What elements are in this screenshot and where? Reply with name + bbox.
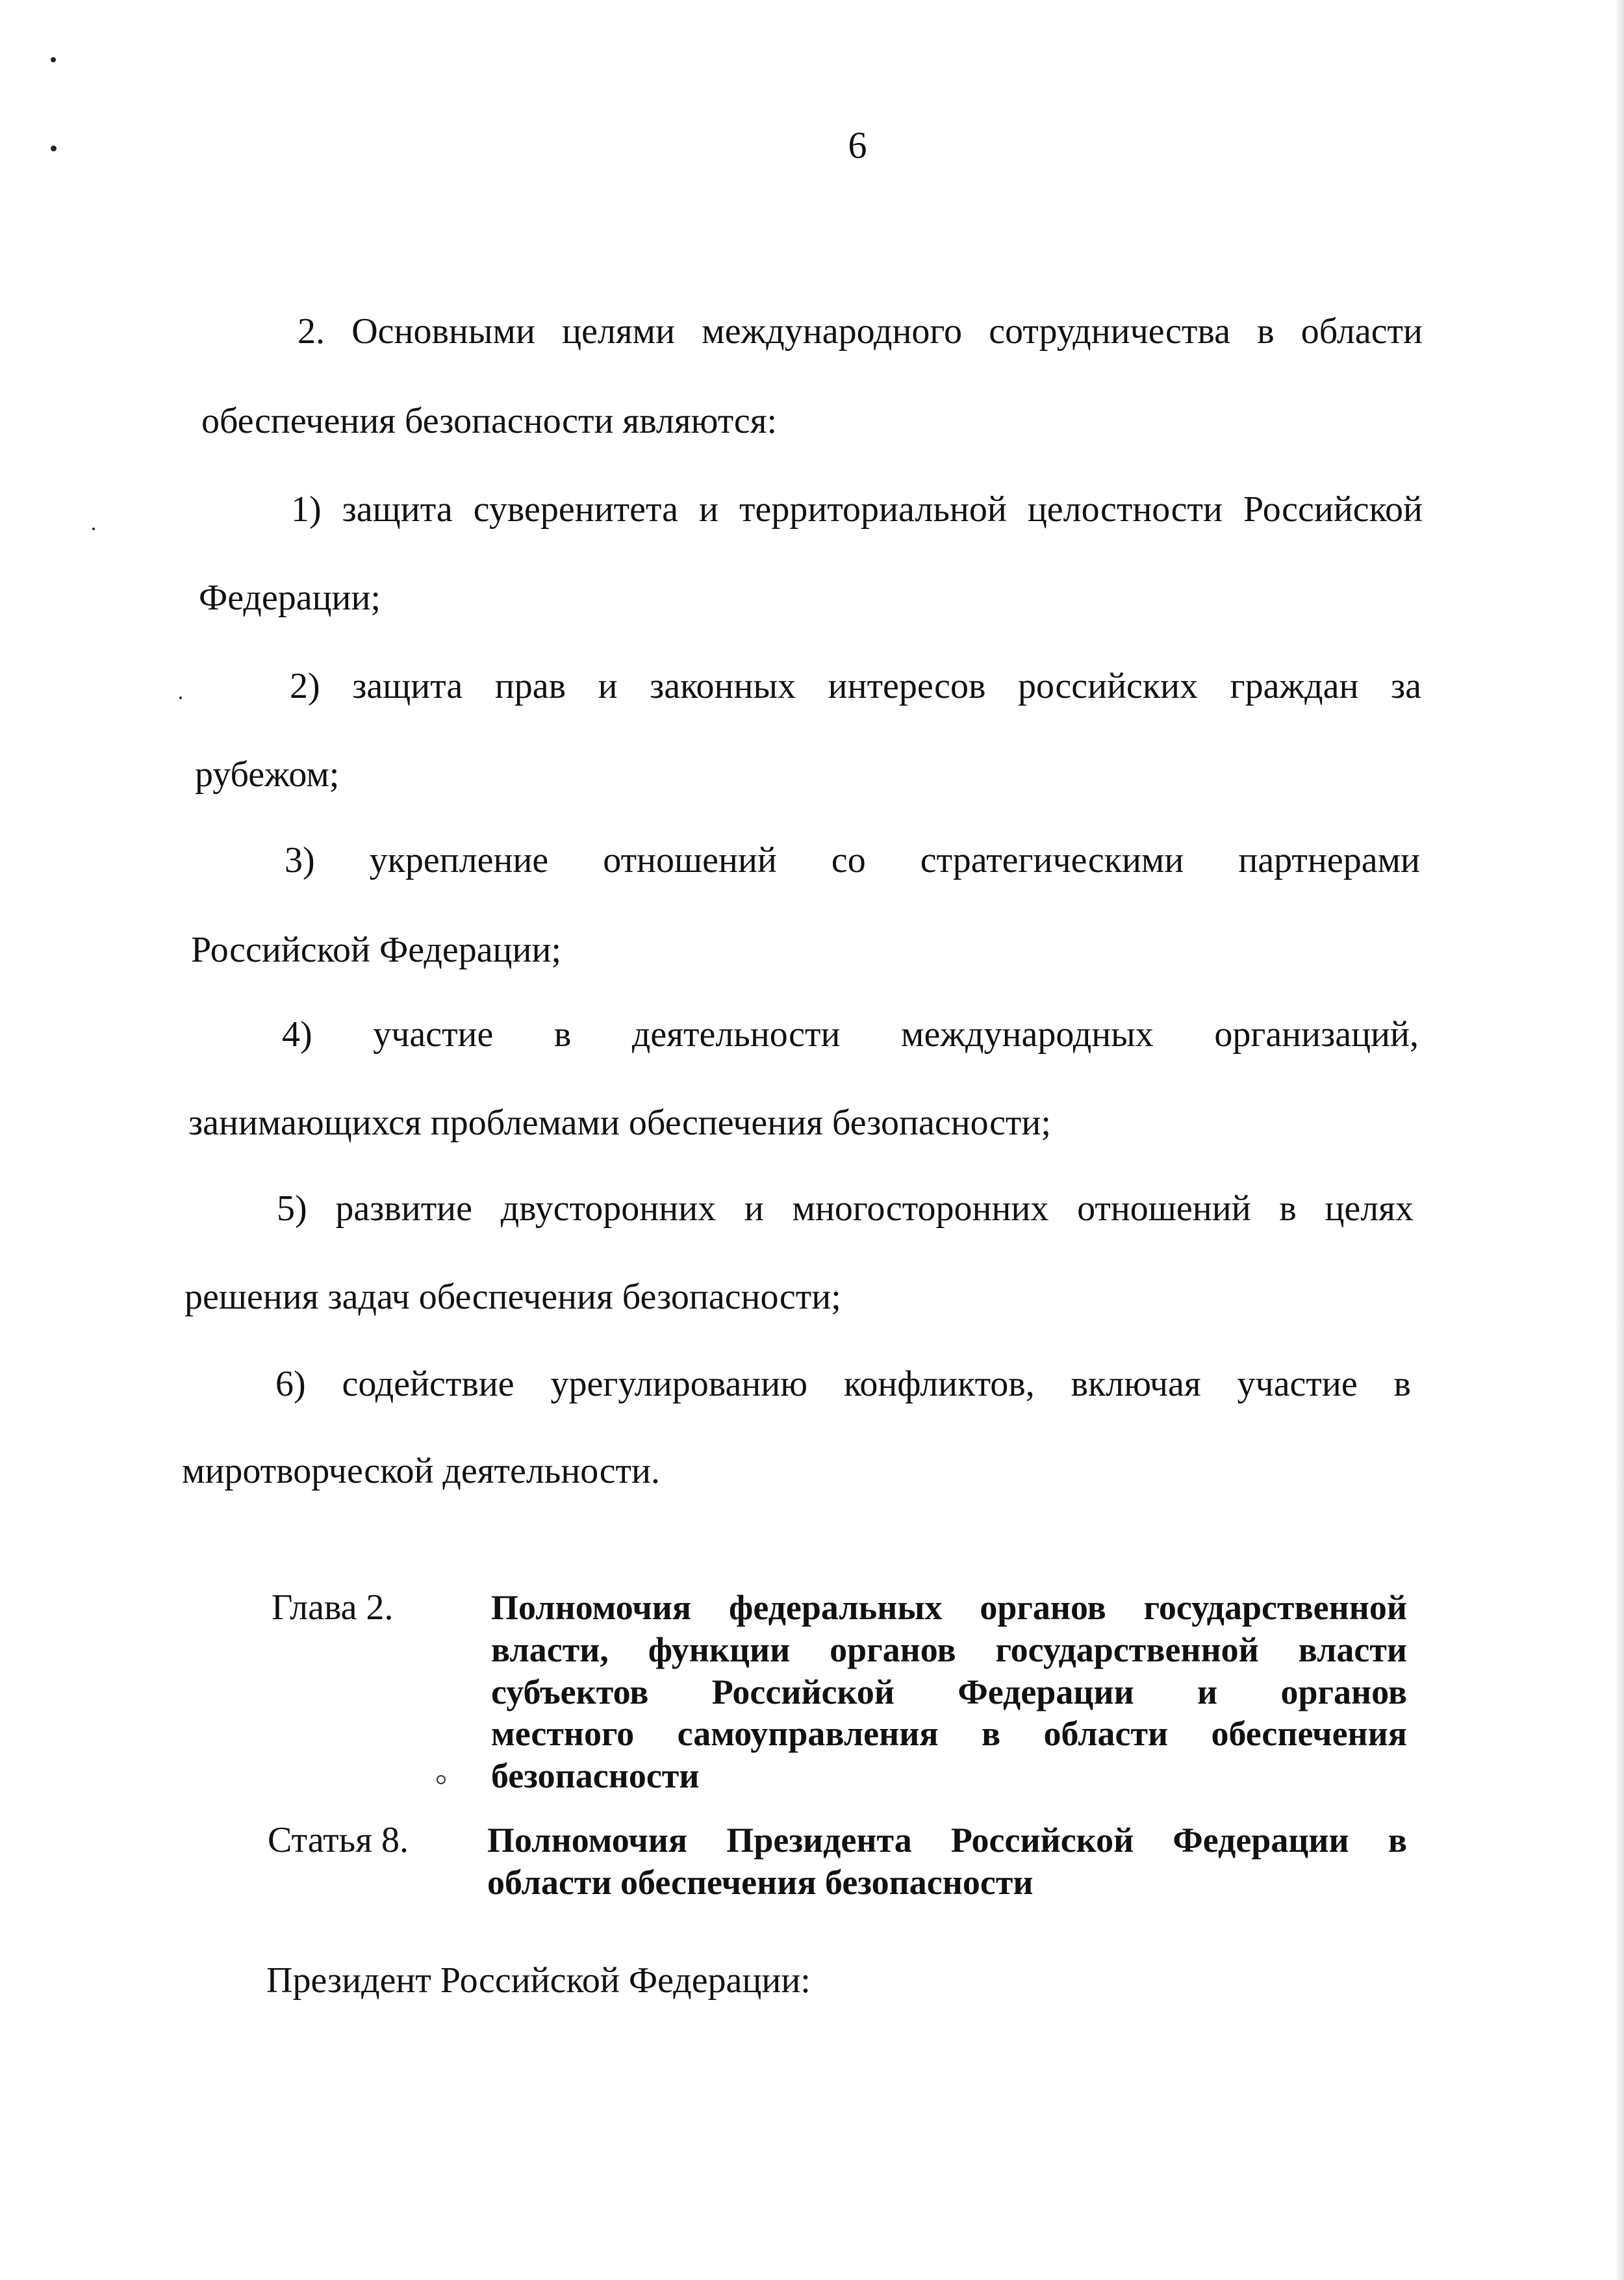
list-item-2-line1: 2) защита прав и законных интересов российских граждан за (290, 666, 1421, 706)
chapter-title-line: власти, функции органов государственной власти (491, 1630, 1407, 1669)
scan-speck (179, 697, 182, 699)
chapter-label: Глава 2. (272, 1587, 394, 1628)
page-number: 6 (848, 124, 867, 166)
list-item-3-line1: 3) укрепление отношений со стратегическими партнерами (285, 840, 1420, 880)
article-label: Статья 8. (268, 1820, 409, 1860)
list-item-4-line1: 4) участие в деятельности международных организаций, (282, 1014, 1419, 1055)
paragraph-intro-line2: обеспечения безопасности являются: (201, 401, 778, 441)
list-item-1-line1: 1) защита суверенитета и территориальной целостности Российской (291, 489, 1423, 530)
chapter-title-line: местного самоуправления в области обеспечения (491, 1714, 1407, 1754)
list-item-2-line2: рубежом; (195, 754, 340, 795)
list-item-6-line2: миротворческой деятельности. (182, 1451, 660, 1491)
chapter-title-line: безопасности (491, 1756, 700, 1796)
list-item-3-line2: Российской Федерации; (191, 930, 562, 970)
scan-speck (51, 57, 56, 62)
paragraph-intro-line1: 2. Основными целями международного сотрудничества в области (298, 311, 1423, 352)
closing-line: Президент Российской Федерации: (266, 1960, 811, 2001)
chapter-title-line: Полномочия федеральных органов государственной (491, 1588, 1407, 1627)
list-item-4-line2: занимающихся проблемами обеспечения безопасности; (188, 1103, 1051, 1143)
article-title-line: Полномочия Президента Российской Федерации в (487, 1821, 1407, 1860)
list-item-5-line2: решения задач обеспечения безопасности; (184, 1277, 841, 1317)
article-title-line: области обеспечения безопасности (487, 1862, 1034, 1902)
list-item-5-line1: 5) развитие двусторонних и многосторонних отношений в целях (277, 1188, 1414, 1229)
chapter-title (491, 1587, 1407, 1797)
chapter-title-line: субъектов Российской Федерации и органов (491, 1672, 1407, 1711)
scan-speck (92, 528, 95, 530)
list-item-1-line2: Федерации; (199, 578, 381, 618)
scan-speck (437, 1775, 446, 1784)
list-item-6-line1: 6) содействие урегулированию конфликтов, включая участие в (275, 1364, 1411, 1404)
scan-edge (1615, 0, 1624, 2280)
article-title (487, 1819, 1407, 1904)
